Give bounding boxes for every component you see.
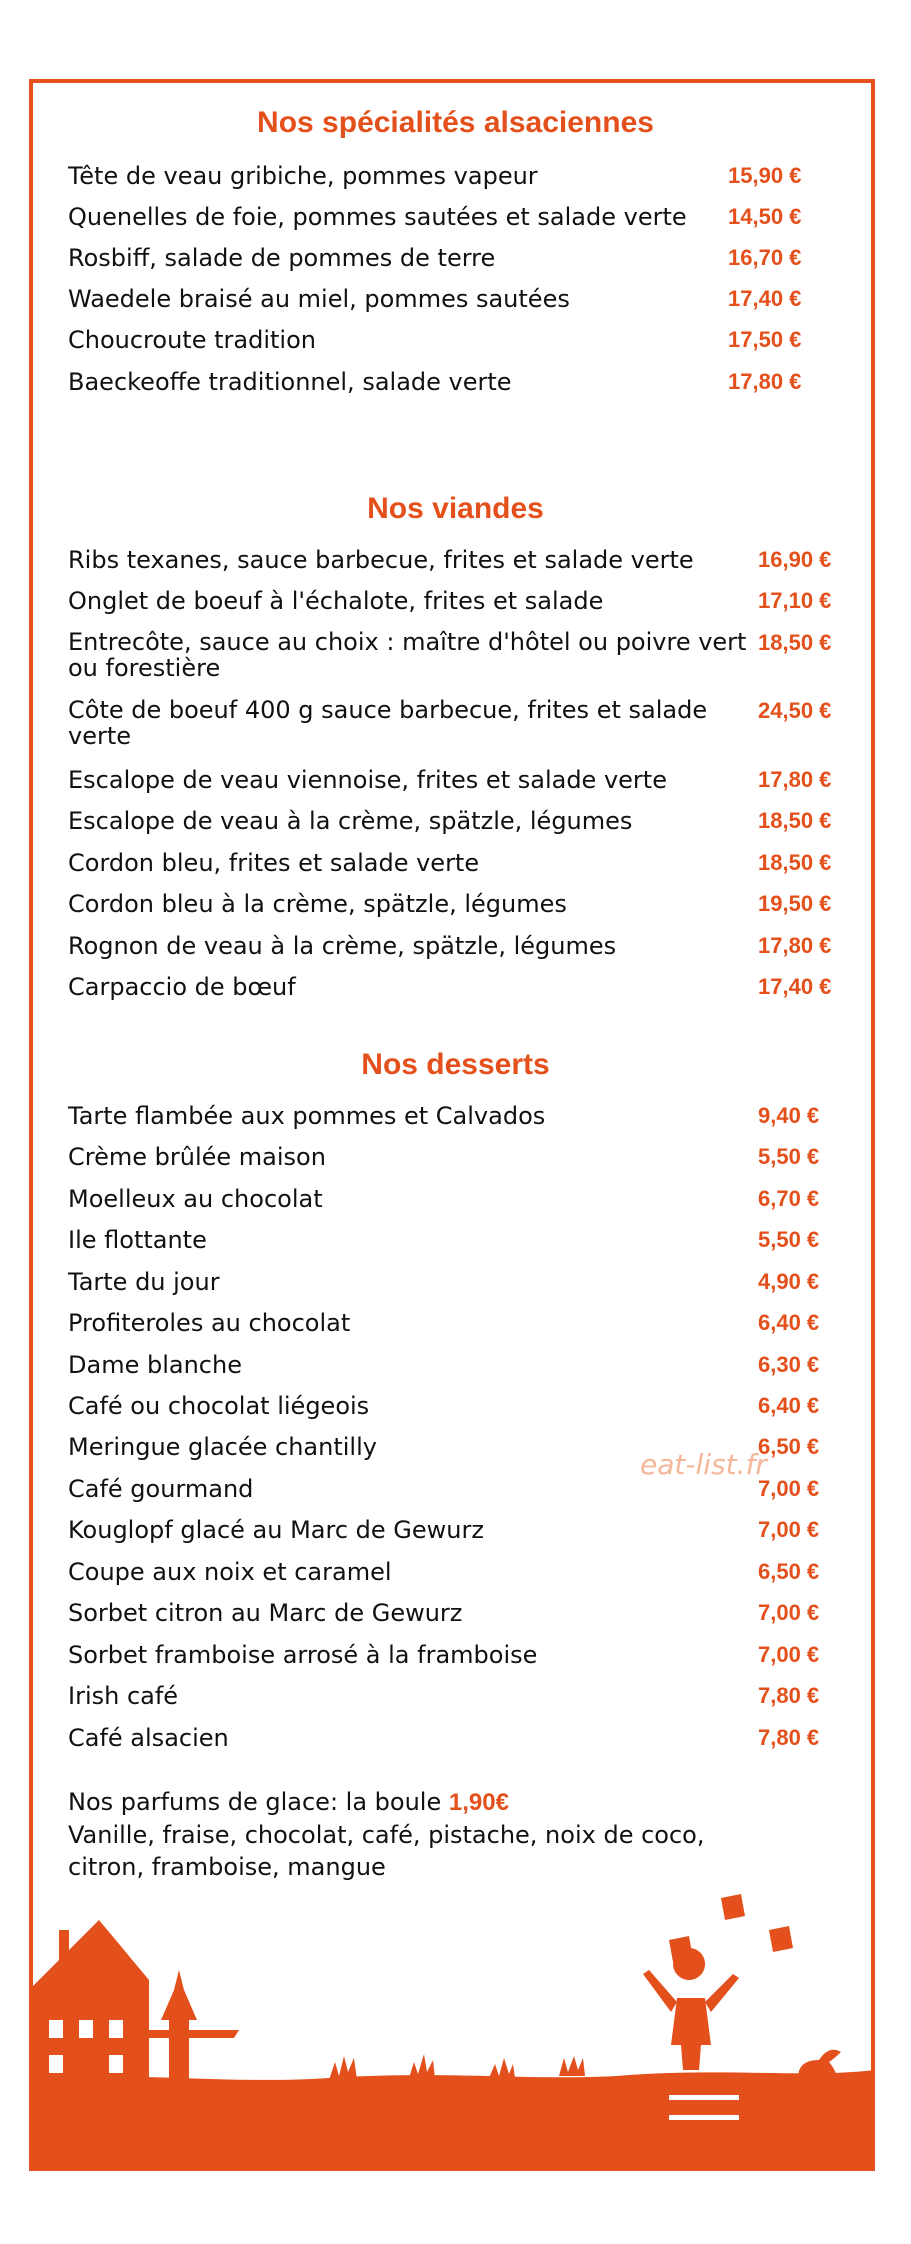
ice-cream-flavors [68,1786,768,1883]
menu-item: Entrecôte, sauce au choix : maître d'hôtel ou poivre vert ou forestière 18,50 € [68,628,832,682]
price: 6,40 € [758,1393,820,1418]
price: 7,00 € [758,1642,820,1667]
menu-item: Rosbiff, salade de pommes de terre 16,70 € [68,244,802,272]
price: 17,80 € [758,933,832,958]
menu-item: Ile flottante 5,50 € [68,1226,820,1254]
price: 17,50 € [728,327,802,352]
watermark: eat-list.fr [640,1448,767,1481]
section-title-viandes: Nos viandes [367,492,544,525]
ice-cream-flavor-list: Vanille, fraise, chocolat, café, pistache, noix de coco, citron, framboise, mangue [68,1821,705,1881]
price: 17,80 € [758,767,832,792]
ice-cream-line: Nos parfums de glace: la boule 1,90€ [68,1788,509,1816]
menu-item: Choucroute tradition 17,50 € [68,326,802,354]
price: 4,90 € [758,1269,820,1294]
price: 9,40 € [758,1103,820,1128]
menu-item: Tarte flambée aux pommes et Calvados 9,40 € [68,1102,820,1130]
price: 15,90 € [728,163,802,188]
price: 16,90 € [758,547,832,572]
menu-item: Cordon bleu, frites et salade verte 18,50 € [68,849,832,877]
menu-item: Waedele braisé au miel, pommes sautées 17,40 € [68,285,802,313]
section-title-desserts: Nos desserts [361,1048,550,1081]
price: 24,50 € [758,698,832,723]
price: 19,50 € [758,891,832,916]
price: 5,50 € [758,1227,820,1252]
price: 7,00 € [758,1476,820,1501]
menu-item: Onglet de boeuf à l'échalote, frites et salade 17,10 € [68,587,832,615]
menu-item: Escalope de veau à la crème, spätzle, légumes 18,50 € [68,807,832,835]
menu-item: Cordon bleu à la crème, spätzle, légumes 19,50 € [68,890,832,918]
menu-item: Crème brûlée maison 5,50 € [68,1143,820,1171]
menu-item: Dame blanche 6,30 € [68,1351,820,1379]
menu-item: Quenelles de foie, pommes sautées et salade verte 14,50 € [68,203,802,231]
menu-item: Rognon de veau à la crème, spätzle, légumes 17,80 € [68,932,832,960]
menu-item: Baeckeoffe traditionnel, salade verte 17,80 € [68,368,802,396]
price: 7,80 € [758,1683,820,1708]
menu-item: Sorbet citron au Marc de Gewurz 7,00 € [68,1599,820,1627]
price: 18,50 € [758,630,832,655]
price: 16,70 € [728,245,802,270]
price: 18,50 € [758,808,832,833]
menu-item: Profiteroles au chocolat 6,40 € [68,1309,820,1337]
price: 6,50 € [758,1434,820,1459]
price: 17,80 € [728,369,802,394]
price: 14,50 € [728,204,802,229]
price: 7,00 € [758,1600,820,1625]
menu-item: Carpaccio de bœuf 17,40 € [68,973,832,1001]
price: 7,80 € [758,1725,820,1750]
price: 6,50 € [758,1559,820,1584]
menu-item: Meringue glacée chantilly 6,50 € [68,1433,820,1461]
price: 7,00 € [758,1517,820,1542]
menu-item: Café ou chocolat liégeois 6,40 € [68,1392,820,1420]
menu-item: Café gourmand 7,00 € [68,1475,820,1503]
price: 6,30 € [758,1352,820,1377]
price: 5,50 € [758,1144,820,1169]
menu-item: Sorbet framboise arrosé à la framboise 7,00 € [68,1641,820,1669]
village-scene-illustration [29,1870,875,2171]
price: 6,70 € [758,1186,820,1211]
menu-item: Moelleux au chocolat 6,70 € [68,1185,820,1213]
price: 6,40 € [758,1310,820,1335]
price: 17,40 € [728,286,802,311]
menu-item: Escalope de veau viennoise, frites et salade verte 17,80 € [68,766,832,794]
menu-item: Ribs texanes, sauce barbecue, frites et salade verte 16,90 € [68,546,832,574]
menu-item: Irish café 7,80 € [68,1682,820,1710]
ice-cream-price: 1,90€ [448,1789,509,1816]
menu-item: Tête de veau gribiche, pommes vapeur 15,90 € [68,162,802,190]
menu-item: Café alsacien 7,80 € [68,1724,820,1752]
price: 17,40 € [758,974,832,999]
price: 18,50 € [758,850,832,875]
menu-item: Kouglopf glacé au Marc de Gewurz 7,00 € [68,1516,820,1544]
menu-item: Côte de boeuf 400 g sauce barbecue, frites et salade verte 24,50 € [68,696,832,750]
menu-item: Coupe aux noix et caramel 6,50 € [68,1558,820,1586]
menu-item: Tarte du jour 4,90 € [68,1268,820,1296]
price: 17,10 € [758,588,832,613]
section-title-specialites: Nos spécialités alsaciennes [257,106,654,139]
